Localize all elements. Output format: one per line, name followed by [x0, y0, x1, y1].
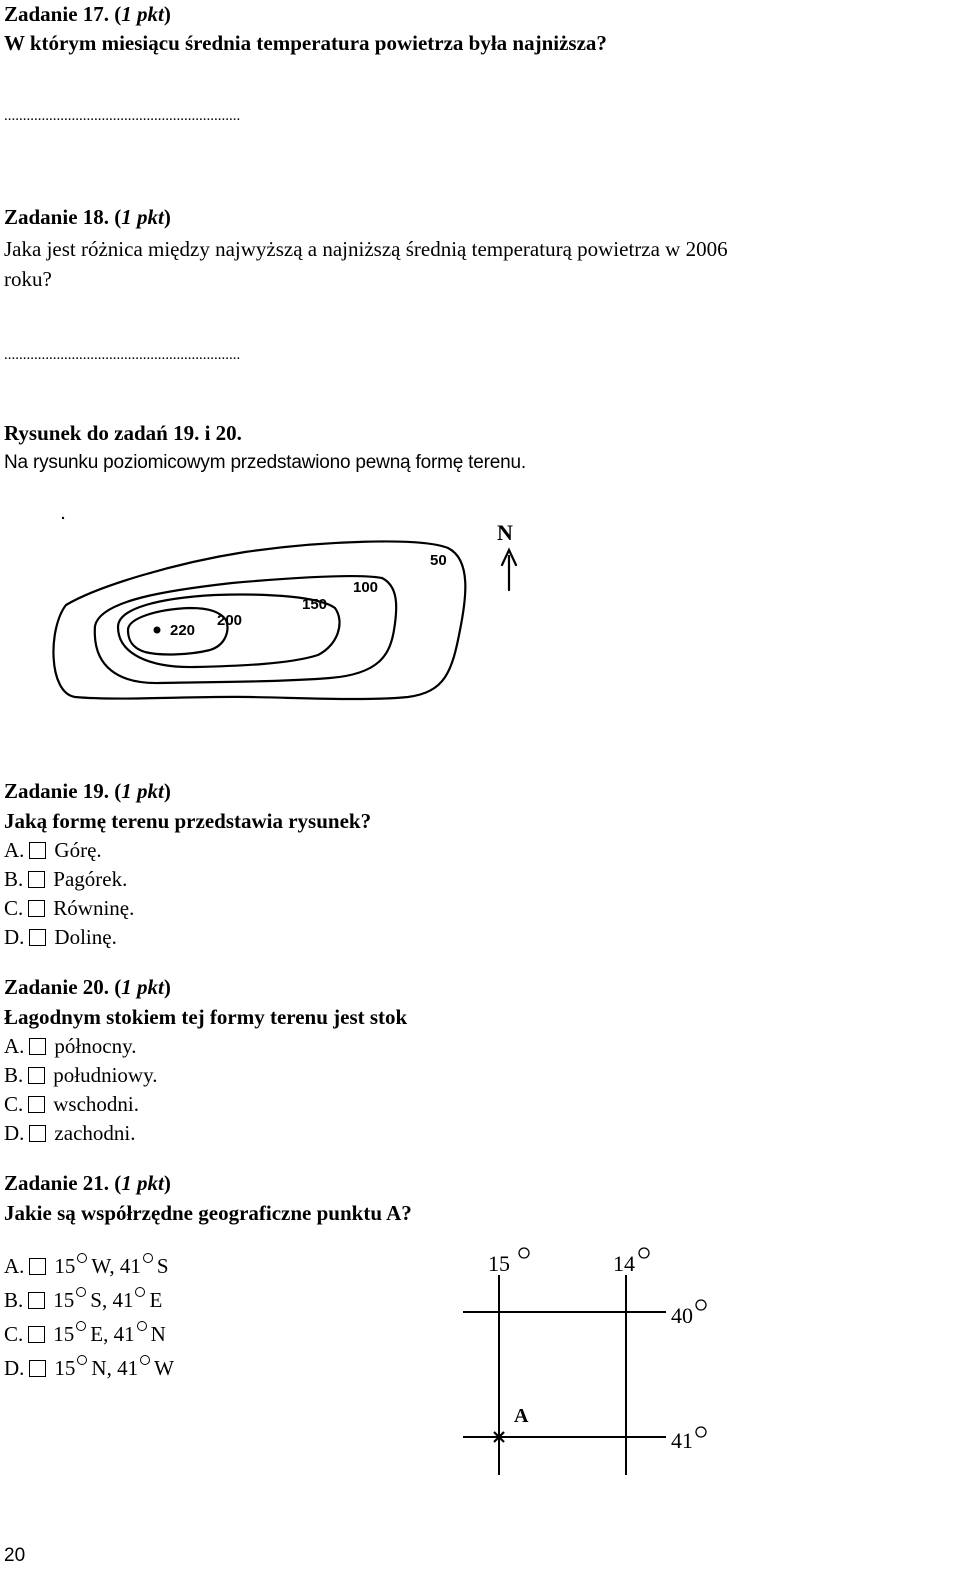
- q19-option-c[interactable]: C. Równinę.: [4, 896, 135, 920]
- figure-title: Rysunek do zadań 19. i 20.: [4, 421, 242, 445]
- lat-label-41: 41: [671, 1428, 693, 1453]
- q19-points: (1 pkt): [114, 779, 171, 803]
- q19-title: Zadanie 19.: [4, 779, 110, 803]
- q20-option-d[interactable]: D. zachodni.: [4, 1121, 136, 1145]
- contour-label-100: 100: [353, 579, 379, 596]
- q21-question: Jakie są współrzędne geograficzne punktu A?: [4, 1201, 412, 1225]
- q21-option-d[interactable]: D. 15 N, 41 W: [4, 1356, 174, 1380]
- q18-answer-line[interactable]: ...............................................................: [4, 347, 241, 363]
- q19-option-d[interactable]: D. Dolinę.: [4, 925, 117, 949]
- contour-label-50: 50: [430, 552, 447, 569]
- q20-option-c[interactable]: C. wschodni.: [4, 1092, 140, 1116]
- figure-caption: Na rysunku poziomicowym przedstawiono pewną formę terenu.: [4, 452, 526, 473]
- degree-icon: [519, 1248, 529, 1258]
- point-a-label: A: [514, 1405, 529, 1427]
- q21-title: Zadanie 21.: [4, 1171, 110, 1195]
- q21-option-c[interactable]: C. 15 E, 41 N: [4, 1322, 166, 1346]
- lon-label-14: 14: [613, 1251, 635, 1276]
- contour-label-220: 220: [170, 622, 196, 639]
- page-number: 20: [4, 1545, 26, 1566]
- degree-icon: [639, 1248, 649, 1258]
- q18-title: Zadanie 18.: [4, 205, 110, 229]
- q18-question-line1: Jaka jest różnica między najwyższą a najniższą średnią temperaturą powietrza w 2006: [4, 237, 728, 261]
- q20-question: Łagodnym stokiem tej formy terenu jest stok: [4, 1005, 408, 1029]
- q18-points: (1 pkt): [114, 205, 171, 229]
- q19-option-a[interactable]: A. Górę.: [4, 838, 102, 862]
- q20-title: Zadanie 20.: [4, 975, 110, 999]
- north-label: N: [497, 520, 513, 545]
- lat-label-40: 40: [671, 1303, 693, 1328]
- q17-answer-line[interactable]: ...............................................................: [4, 108, 241, 124]
- q18-question-line2: roku?: [4, 267, 52, 291]
- contour-label-150: 150: [302, 596, 328, 613]
- q20-option-a[interactable]: A. północny.: [4, 1034, 137, 1058]
- q20-points: (1 pkt): [114, 975, 171, 999]
- q17-points: (1 pkt): [114, 2, 171, 26]
- q17-question: W którym miesiącu średnia temperatura powietrza była najniższa?: [4, 31, 607, 55]
- contour-label-200: 200: [217, 612, 243, 629]
- degree-icon: [696, 1300, 706, 1310]
- q17-title: Zadanie 17.: [4, 2, 110, 26]
- degree-icon: [696, 1427, 706, 1437]
- q19-option-b[interactable]: B. Pagórek.: [4, 867, 128, 891]
- lon-label-15: 15: [488, 1251, 510, 1276]
- q21-option-b[interactable]: B. 15 S, 41 E: [4, 1288, 163, 1312]
- q21-points: (1 pkt): [114, 1171, 171, 1195]
- q20-option-b[interactable]: B. południowy.: [4, 1063, 158, 1087]
- q19-question: Jaką formę terenu przedstawia rysunek?: [4, 809, 372, 833]
- q21-option-a[interactable]: A. 15 W, 41 S: [4, 1254, 169, 1278]
